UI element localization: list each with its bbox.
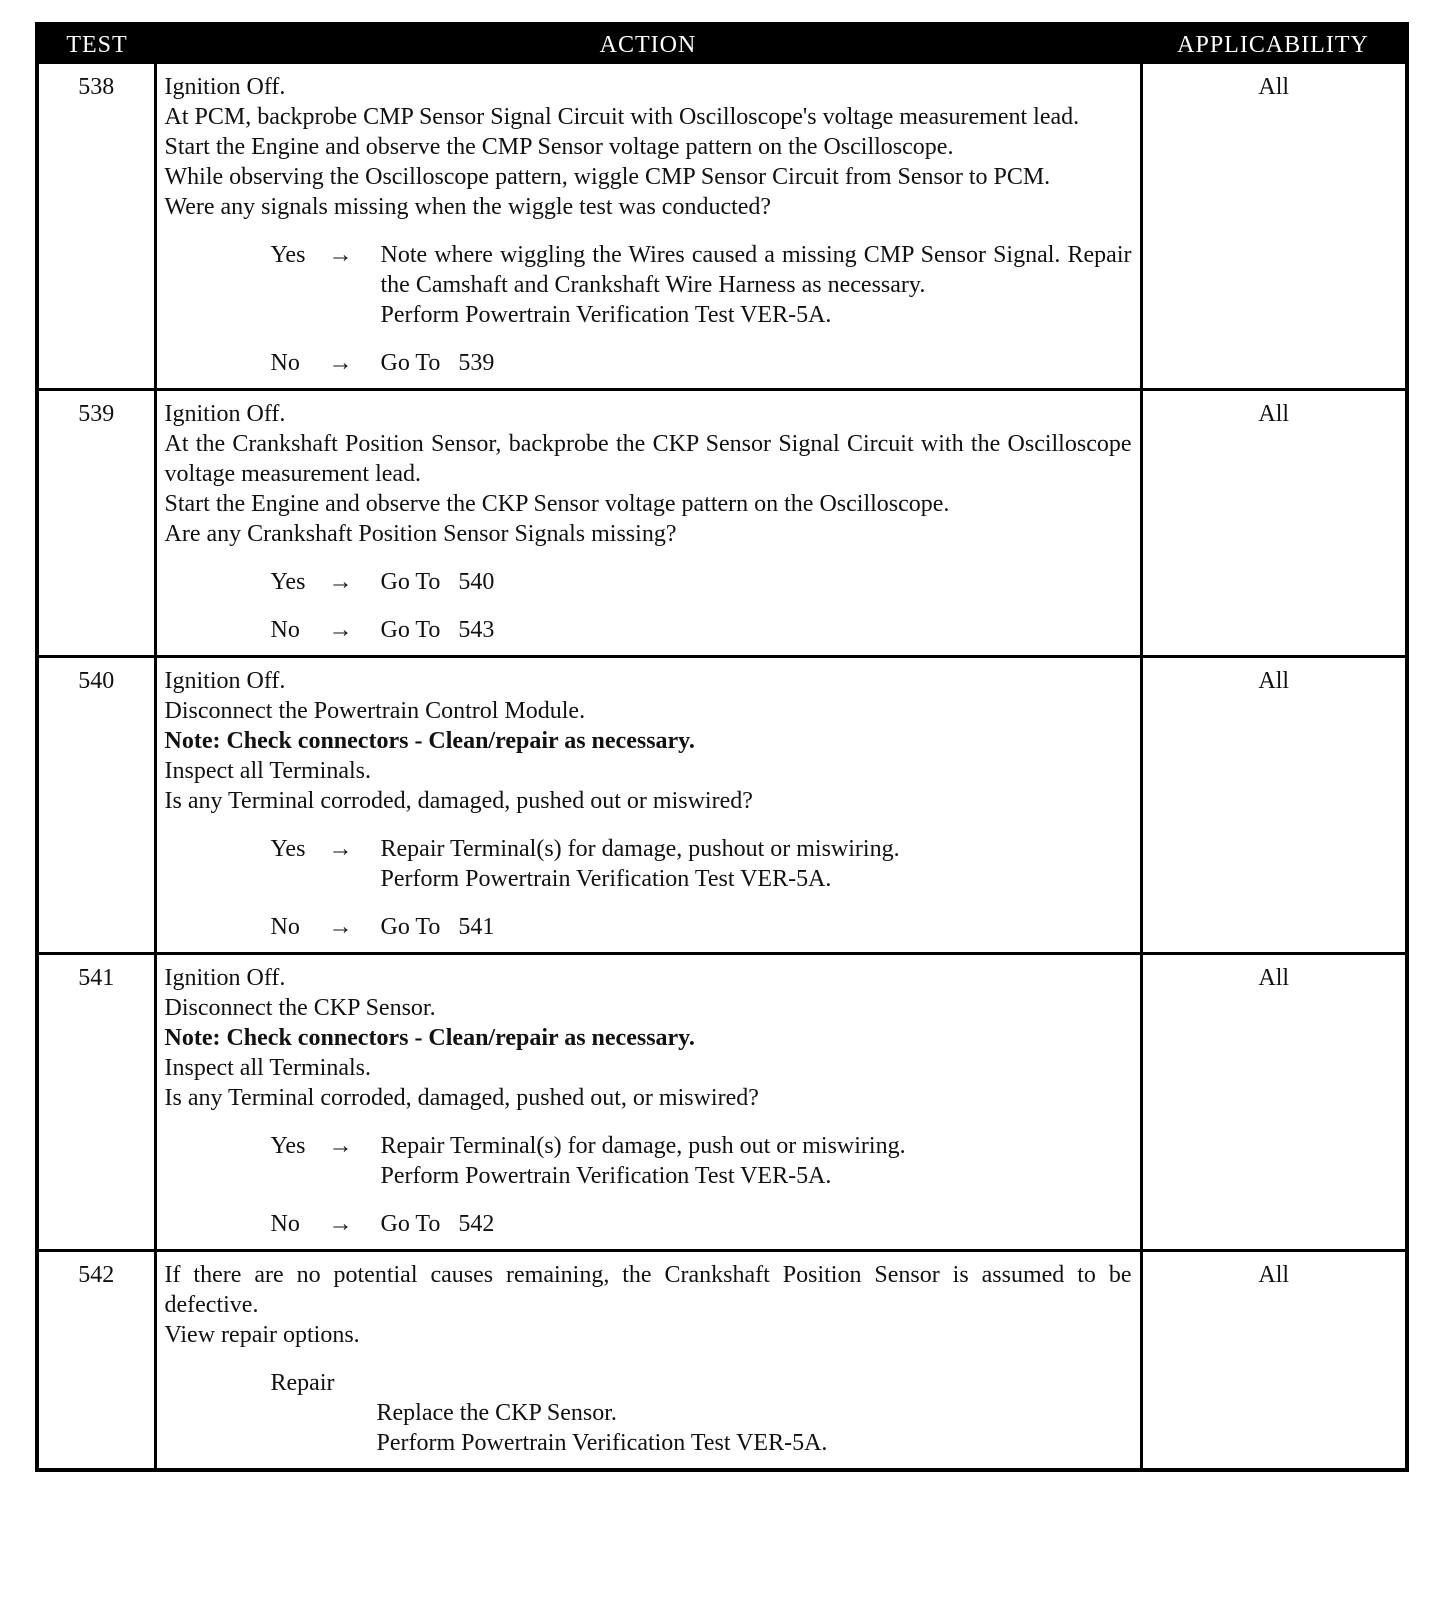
result-line: Perform Powertrain Verification Test VER-5A. — [380, 302, 832, 328]
applicability-value: All — [1141, 1251, 1407, 1471]
answer-label: No — [270, 617, 300, 643]
outcome-yes — [271, 1131, 1132, 1191]
action-line: At the Crankshaft Position Sensor, backprobe the CKP Sensor Signal Circuit with the Oscilloscope voltage measurement lead. — [164, 431, 1132, 487]
action-line: Ignition Off. — [164, 74, 286, 100]
goto-test-link[interactable]: 543 — [458, 617, 495, 643]
arrow-icon: → — [328, 914, 353, 940]
header-applicability: APPLICABILITY — [1141, 24, 1407, 64]
test-row-540 — [37, 657, 1407, 954]
applicability-value: All — [1141, 954, 1407, 1251]
goto-test-link[interactable]: 542 — [458, 1211, 495, 1237]
test-number: 541 — [37, 954, 155, 1251]
answer-label: No — [270, 350, 300, 376]
action-line: Disconnect the Powertrain Control Module. — [164, 698, 586, 724]
outcome-yes — [271, 240, 1132, 330]
action-line: While observing the Oscilloscope pattern, wiggle CMP Sensor Circuit from Sensor to PCM. — [164, 164, 1051, 190]
action-line: Is any Terminal corroded, damaged, pushed out, or miswired? — [164, 1085, 759, 1111]
test-number: 540 — [37, 657, 155, 954]
header-action: ACTION — [155, 24, 1141, 64]
action-line: View repair options. — [164, 1322, 360, 1348]
arrow-icon: → — [328, 1133, 353, 1159]
action-line: Is any Terminal corroded, damaged, pushed out or miswired? — [164, 788, 753, 814]
outcome-result — [381, 615, 1132, 645]
header-test: TEST — [37, 24, 155, 64]
outcome-result — [381, 1131, 1132, 1191]
test-action — [155, 657, 1141, 954]
action-line: Ignition Off. — [164, 668, 286, 694]
answer-label: Yes — [270, 836, 306, 862]
goto-test-link[interactable]: 539 — [458, 350, 495, 376]
arrow-icon: → — [328, 350, 353, 376]
outcome-no — [271, 348, 1132, 378]
test-row-539 — [37, 390, 1407, 657]
outcome-result — [381, 348, 1132, 378]
test-action — [155, 390, 1141, 657]
outcomes — [165, 834, 1132, 942]
goto-label: Go To — [380, 1211, 441, 1237]
action-line: At PCM, backprobe CMP Sensor Signal Circuit with Oscilloscope's voltage measurement lead. — [164, 104, 1080, 130]
result-line: Note where wiggling the Wires caused a missing CMP Sensor Signal. Repair the Camshaft and Crankshaft Wire Harness as necessary. — [380, 242, 1132, 298]
outcome-result — [381, 240, 1132, 330]
applicability-value: All — [1141, 390, 1407, 657]
answer-label: No — [270, 914, 300, 940]
outcomes — [165, 1131, 1132, 1239]
action-line: Start the Engine and observe the CKP Sensor voltage pattern on the Oscilloscope. — [164, 491, 950, 517]
action-line: Were any signals missing when the wiggle test was conducted? — [164, 194, 772, 220]
test-action — [155, 1251, 1141, 1471]
goto-label: Go To — [380, 617, 441, 643]
action-line: Start the Engine and observe the CMP Sensor voltage pattern on the Oscilloscope. — [164, 134, 954, 160]
outcome-no — [271, 615, 1132, 645]
test-number: 542 — [37, 1251, 155, 1471]
outcome-result — [381, 1209, 1132, 1239]
arrow-icon: → — [328, 242, 353, 268]
action-line: Ignition Off. — [164, 965, 286, 991]
diagnostic-test-table — [35, 22, 1409, 1472]
outcome-result — [381, 567, 1132, 597]
repair-line: Replace the CKP Sensor. — [376, 1400, 617, 1426]
arrow-icon: → — [328, 617, 353, 643]
outcomes — [165, 567, 1132, 645]
action-line: Inspect all Terminals. — [164, 758, 371, 784]
repair-label: Repair — [270, 1370, 335, 1396]
answer-label: Yes — [270, 1133, 306, 1159]
outcomes — [165, 240, 1132, 378]
arrow-icon: → — [328, 569, 353, 595]
outcome-result — [381, 912, 1132, 942]
test-number: 539 — [37, 390, 155, 657]
applicability-value: All — [1258, 74, 1290, 100]
action-line: If there are no potential causes remaining, the Crankshaft Position Sensor is assumed to be defective. — [164, 1262, 1132, 1318]
test-row-542 — [37, 1251, 1407, 1471]
goto-test-link[interactable]: 540 — [458, 569, 495, 595]
result-line: Repair Terminal(s) for damage, pushout or miswiring. — [380, 836, 900, 862]
diagnostic-test-sheet — [35, 22, 1405, 1472]
answer-label: Yes — [270, 242, 306, 268]
outcome-result — [381, 834, 1132, 894]
result-line: Perform Powertrain Verification Test VER-5A. — [380, 1163, 832, 1189]
note-line: Note: Check connectors - Clean/repair as necessary. — [164, 728, 695, 754]
action-line: Ignition Off. — [164, 401, 286, 427]
action-line: Disconnect the CKP Sensor. — [164, 995, 436, 1021]
test-row-541 — [37, 954, 1407, 1251]
repair-options — [377, 1398, 1132, 1458]
result-line: Perform Powertrain Verification Test VER-5A. — [380, 866, 832, 892]
repair-line: Perform Powertrain Verification Test VER-5A. — [376, 1430, 828, 1456]
goto-test-link[interactable]: 541 — [458, 914, 495, 940]
table-header-row — [37, 24, 1407, 64]
goto-label: Go To — [380, 569, 441, 595]
outcome-yes — [271, 567, 1132, 597]
test-action — [155, 954, 1141, 1251]
applicability-value: All — [1141, 657, 1407, 954]
test-action — [155, 64, 1141, 390]
test-row-538 — [37, 64, 1407, 390]
note-line: Note: Check connectors - Clean/repair as necessary. — [164, 1025, 695, 1051]
goto-label: Go To — [380, 914, 441, 940]
action-line: Inspect all Terminals. — [164, 1055, 371, 1081]
goto-label: Go To — [380, 350, 441, 376]
arrow-icon: → — [328, 1211, 353, 1237]
action-line: Are any Crankshaft Position Sensor Signals missing? — [164, 521, 677, 547]
result-line: Repair Terminal(s) for damage, push out or miswiring. — [380, 1133, 906, 1159]
answer-label: No — [270, 1211, 300, 1237]
outcome-no — [271, 912, 1132, 942]
outcome-yes — [271, 834, 1132, 894]
arrow-icon: → — [328, 836, 353, 862]
answer-label: Yes — [270, 569, 306, 595]
test-number: 538 — [78, 74, 115, 100]
outcome-no — [271, 1209, 1132, 1239]
